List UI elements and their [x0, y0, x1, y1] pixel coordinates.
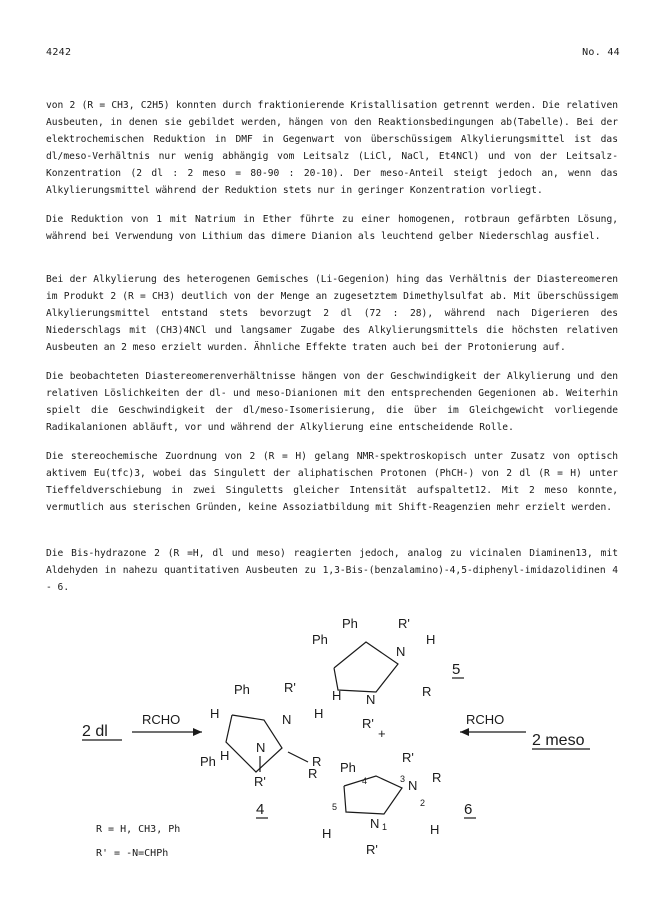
- svg-text:Ph: Ph: [234, 682, 250, 697]
- svg-text:R: R: [422, 684, 432, 699]
- plus-sign: +: [378, 726, 386, 741]
- svg-text:N: N: [366, 692, 376, 707]
- reagent-right: RCHO: [466, 712, 505, 727]
- compound-4-structure: [200, 680, 323, 818]
- svg-text:H: H: [430, 822, 440, 837]
- paragraph-4: Die beobachteten Diastereomerenverhältnisse hängen von der Geschwindigkeit der Alkylierung und den relativen Löslichkeiten der dl- und meso-Dianionen mit den entsprechenden Gegenionen ab. Weiterhin spielt die Geschwindigkeit der dl/meso-Isomerisierung, die über im Gleichgewicht vorliegende Radikalanionen abläuft, vor und während der Alkylierung eine entscheidende Rolle.: [46, 371, 618, 433]
- definition-rprime: R' = -N=CHPh: [96, 848, 169, 859]
- svg-text:H: H: [314, 706, 324, 721]
- paragraph-6: Die Bis-hydrazone 2 (R =H, dl und meso) reagierten jedoch, analog zu vicinalen Diaminen13, mit Aldehyden in nahezu quantitativen Ausbeuten zu 1,3-Bis-(benzalamino)-4,5-diphenyl-imidazolidinen 4 - 6.: [46, 548, 618, 593]
- svg-text:Ph: Ph: [312, 632, 328, 647]
- compound-label-6: 6: [464, 801, 473, 818]
- paragraph-1: von 2 (R = CH3, C2H5) konnten durch fraktionierende Kristallisation getrennt werden. Die relativen Ausbeuten, in denen sie gebildet werden, hängen von den Reaktionsbedingungen ab(Tabelle). Bei der elektrochemischen Reduktion in DMF in Gegenwart von überschüssigem Alkylierungsmittel ist das dl/meso-Verhältnis nur wenig abhängig vom Leitsalz (LiCl, NaCl, Et4NCl) und von der Leitsalz-Konzentration (2 dl : 2 meso = 80-90 : 20-10). Der meso-Anteil steigt jedoch an, wenn das Alkylierungsmittel während der Reduktion stets nur in geringer Konzentration vorliegt.: [46, 100, 618, 196]
- svg-text:R': R': [366, 842, 378, 857]
- svg-text:H: H: [210, 706, 220, 721]
- svg-text:R: R: [308, 766, 318, 781]
- svg-text:N: N: [282, 712, 292, 727]
- reagent-left: RCHO: [142, 712, 181, 727]
- svg-text:R': R': [362, 716, 374, 731]
- svg-text:R': R': [284, 680, 296, 695]
- right-reactant-label: 2 meso: [532, 732, 585, 749]
- paragraph-2: Die Reduktion von 1 mit Natrium in Ether führte zu einer homogenen, rotbraun gefärbten Lösung, während bei Verwendung von Lithium das dimere Dianion als leuchtend gelber Niederschlag ausfiel.: [46, 214, 618, 242]
- reaction-scheme: [60, 600, 620, 900]
- svg-text:N: N: [256, 740, 266, 755]
- compound-label-4: 4: [256, 801, 265, 818]
- svg-text:R': R': [254, 774, 266, 789]
- left-reactant-label: 2 dl: [82, 723, 108, 740]
- svg-text:Ph: Ph: [340, 760, 356, 775]
- svg-text:N: N: [370, 816, 380, 831]
- svg-text:N: N: [408, 778, 418, 793]
- svg-text:3: 3: [400, 774, 406, 784]
- journal-issue: No. 44: [582, 47, 620, 58]
- svg-text:Ph: Ph: [200, 754, 216, 769]
- reaction-scheme-drawing: [60, 600, 620, 900]
- page-number: 4242: [46, 47, 72, 58]
- svg-text:H: H: [322, 826, 332, 841]
- compound-6-structure: [308, 750, 476, 857]
- svg-text:R': R': [398, 616, 410, 631]
- svg-text:H: H: [426, 632, 436, 647]
- svg-text:1: 1: [382, 822, 388, 832]
- svg-text:R: R: [312, 754, 322, 769]
- compound-5-structure: [312, 616, 464, 731]
- compound-label-5: 5: [452, 661, 461, 678]
- arrow-left-head: [193, 728, 202, 736]
- definition-r: R = H, CH3, Ph: [96, 824, 181, 835]
- svg-text:R': R': [402, 750, 414, 765]
- svg-text:N: N: [396, 644, 406, 659]
- svg-text:Ph: Ph: [342, 616, 358, 631]
- svg-text:2: 2: [420, 798, 426, 808]
- paragraph-3: Bei der Alkylierung des heterogenen Gemisches (Li-Gegenion) hing das Verhältnis der Diastereomeren im Produkt 2 (R = CH3) deutlich von der Menge an zugesetztem Dimethylsulfat ab. Mit überschüssigem Alkylierungsmittel entstand stets bevorzugt 2 dl (72 : 28), während nach Digerieren des Niederschlags mit (CH3)4NCl und langsamer Zugabe des Alkylierungsmittels die höchsten relativen Ausbeuten an 2 meso erzielt wurden. Ähnliche Effekte traten auch bei der Protonierung auf.: [46, 274, 618, 353]
- arrow-right-head: [460, 728, 469, 736]
- svg-text:5: 5: [332, 802, 338, 812]
- svg-text:H: H: [220, 748, 230, 763]
- svg-text:4: 4: [362, 776, 368, 786]
- paragraph-5: Die stereochemische Zuordnung von 2 (R = H) gelang NMR-spektroskopisch unter Zusatz von optisch aktivem Eu(tfc)3, wobei das Singulett der aliphatischen Protonen (PhCH-) von 2 dl (R = H) unter Tieffeldverschiebung in zwei Singuletts gleicher Intensität aufspaltet12. Mit 2 meso konnte, vermutlich aus sterischen Gründen, keine Assoziatbildung mit Shift-Reagenzien mehr erzielt werden.: [46, 451, 618, 513]
- svg-text:R: R: [432, 770, 442, 785]
- svg-text:H: H: [332, 688, 342, 703]
